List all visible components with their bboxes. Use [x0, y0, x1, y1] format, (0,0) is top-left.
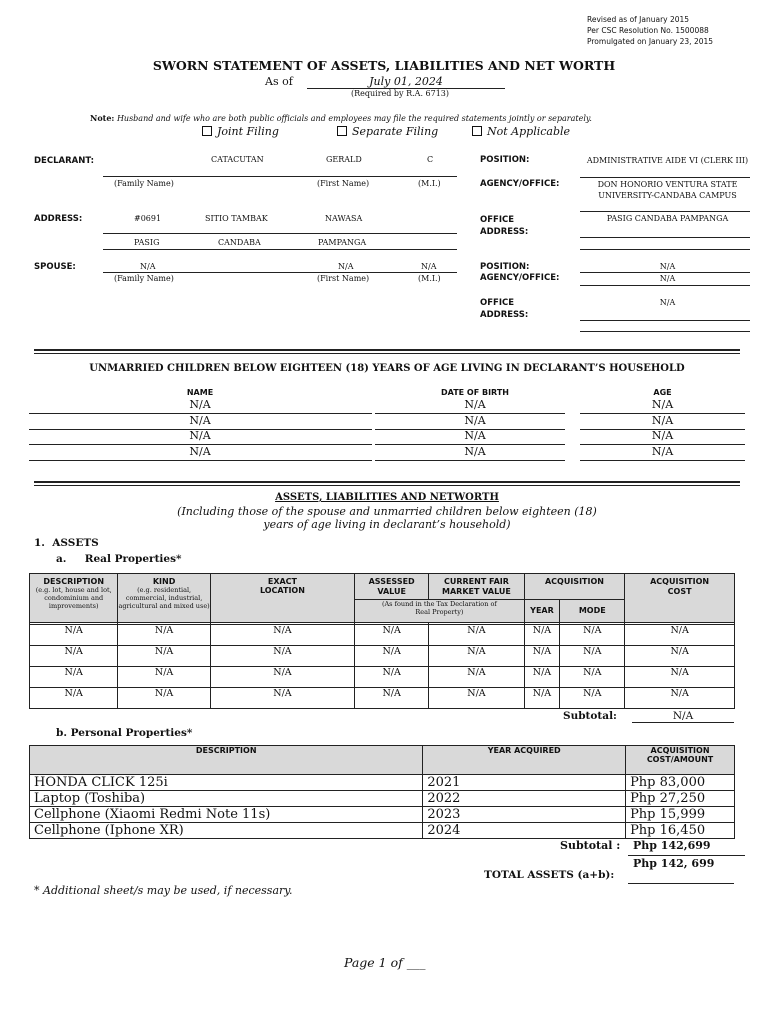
- children-heading: UNMARRIED CHILDREN BELOW EIGHTEEN (18) YEARS OF AGE LIVING IN DECLARANT’S HOUSEHOLD: [89, 363, 685, 374]
- children-col-age: AGE: [653, 388, 672, 397]
- col-fair: CURRENT FAIR MARKET VALUE: [429, 574, 524, 600]
- table-cell: N/A: [625, 667, 735, 688]
- revision-line: Promulgated on January 23, 2015: [587, 37, 714, 46]
- table-cell: Php 83,000: [626, 775, 735, 791]
- table-cell: N/A: [355, 688, 429, 709]
- address-label: ADDRESS:: [34, 214, 83, 224]
- child-row-line: [375, 460, 565, 461]
- table-cell: N/A: [118, 667, 210, 688]
- first-name-caption: (First Name): [317, 179, 370, 188]
- note-text: Husband and wife who are both public officials and employees may file the required statements jointly or separately.: [116, 114, 592, 123]
- table-cell: N/A: [429, 688, 524, 709]
- spouse-family-name: N/A: [140, 262, 156, 271]
- table-cell: Php 16,450: [626, 823, 735, 839]
- col-mode: MODE: [560, 600, 625, 623]
- note-label: Note:: [90, 113, 115, 123]
- col-description: DESCRIPTION (e.g. lot, house and lot, condominium and improvements): [30, 574, 118, 623]
- personal-properties-label: b. Personal Properties*: [56, 727, 193, 739]
- table-cell: N/A: [429, 625, 524, 646]
- pp-col-cost: ACQUISITION COST/AMOUNT: [626, 746, 735, 775]
- address-area: NAWASA: [325, 214, 363, 223]
- table-cell: Laptop (Toshiba): [30, 791, 423, 807]
- table-row: [30, 646, 735, 667]
- table-cell: HONDA CLICK 125i: [30, 775, 423, 791]
- table-cell: N/A: [210, 646, 354, 667]
- child-cell: N/A: [464, 429, 486, 442]
- table-cell: N/A: [355, 646, 429, 667]
- table-cell: 2023: [423, 807, 626, 823]
- child-row-line: [29, 460, 372, 461]
- assets-heading: ASSETS, LIABILITIES AND NETWORTH: [275, 492, 499, 503]
- table-cell: N/A: [625, 688, 735, 709]
- as-of-date: July 01, 2024: [307, 75, 505, 89]
- spouse-family-caption: (Family Name): [114, 274, 174, 283]
- col-location: EXACT LOCATION: [210, 574, 354, 623]
- child-cell: N/A: [464, 413, 486, 427]
- required-by: (Required by R.A. 6713): [350, 89, 450, 98]
- revision-line: Per CSC Resolution No. 1500088: [587, 26, 709, 35]
- address-town: CANDABA: [218, 238, 261, 247]
- child-cell: N/A: [464, 444, 486, 458]
- spouse-first-caption: (First Name): [317, 274, 370, 283]
- table-cell: N/A: [560, 646, 625, 667]
- table-cell: N/A: [118, 625, 210, 646]
- revision-note: [587, 14, 713, 47]
- table-cell: N/A: [210, 667, 354, 688]
- total-assets-value: Php 142, 699: [633, 857, 715, 870]
- table-cell: N/A: [625, 646, 735, 667]
- child-cell: N/A: [464, 398, 486, 411]
- table-cell: Cellphone (Xiaomi Redmi Note 11s): [30, 807, 423, 823]
- col-acquisition: ACQUISITION: [524, 574, 625, 600]
- assets-sub-1: (Including those of the spouse and unmarried children below eighteen (18): [177, 505, 597, 518]
- declarant-family-name: CATACUTAN: [211, 155, 264, 164]
- table-cell: N/A: [30, 667, 118, 688]
- real-properties-table: [29, 573, 735, 709]
- declarant-label: DECLARANT:: [34, 156, 95, 166]
- table-cell: N/A: [560, 667, 625, 688]
- table-cell: N/A: [429, 667, 524, 688]
- office-address-value: PASIG CANDABA PAMPANGA: [606, 214, 729, 223]
- table-cell: N/A: [524, 646, 560, 667]
- table-row: [30, 775, 735, 791]
- spouse-office-address-value: N/A: [659, 298, 676, 307]
- declarant-first-name: GERALD: [326, 155, 362, 164]
- position-value: ADMINISTRATIVE AIDE VI (CLERK III): [586, 156, 749, 165]
- real-subtotal-label: Subtotal:: [563, 710, 617, 722]
- table-cell: N/A: [118, 688, 210, 709]
- revision-line: Revised as of January 2015: [587, 15, 690, 24]
- agency-value: DON HONORIO VENTURA STATE UNIVERSITY-CANDABA CAMPUS: [597, 180, 738, 200]
- table-row: [30, 625, 735, 646]
- table-cell: N/A: [210, 625, 354, 646]
- spouse-position-label: POSITION:: [480, 262, 530, 272]
- joint-filing-option[interactable]: Joint Filing: [202, 125, 279, 138]
- table-cell: 2022: [423, 791, 626, 807]
- spouse-office-address-label: OFFICE ADDRESS:: [480, 298, 529, 320]
- address-number: #0691: [134, 214, 162, 223]
- col-year: YEAR: [524, 600, 560, 623]
- assets-sub-2: years of age living in declarant’s household): [263, 518, 511, 531]
- children-col-name: NAME: [186, 388, 214, 397]
- child-cell: N/A: [189, 444, 211, 458]
- col-value-note: (As found in the Tax Declaration of Real Property): [355, 600, 525, 623]
- mi-caption: (M.I.): [418, 179, 441, 188]
- spouse-mi-caption: (M.I.): [418, 274, 441, 283]
- real-subtotal-value: N/A: [632, 710, 734, 723]
- child-cell: N/A: [651, 444, 674, 458]
- table-cell: N/A: [524, 667, 560, 688]
- position-label: POSITION:: [480, 155, 530, 165]
- table-cell: Cellphone (Iphone XR): [30, 823, 423, 839]
- table-cell: N/A: [524, 688, 560, 709]
- personal-subtotal-label: Subtotal :: [560, 839, 621, 852]
- table-cell: N/A: [355, 667, 429, 688]
- table-cell: N/A: [30, 625, 118, 646]
- personal-properties-table: [29, 745, 735, 839]
- checkbox-icon[interactable]: [202, 126, 212, 136]
- not-applicable-option[interactable]: Not Applicable: [472, 125, 570, 138]
- declarant-mi: C: [427, 155, 434, 164]
- table-cell: Php 15,999: [626, 807, 735, 823]
- table-cell: N/A: [30, 688, 118, 709]
- office-address-label: OFFICE ADDRESS:: [480, 215, 529, 237]
- total-assets-label: TOTAL ASSETS (a+b):: [484, 869, 615, 881]
- col-kind: KIND (e.g. residential, commercial, industrial, agricultural and mixed use): [118, 574, 210, 623]
- child-cell: N/A: [651, 398, 674, 411]
- personal-subtotal-value: Php 142,699: [633, 839, 711, 852]
- spouse-first-name: N/A: [338, 262, 354, 271]
- table-cell: 2021: [423, 775, 626, 791]
- address-province: PAMPANGA: [318, 238, 367, 247]
- table-row: [30, 667, 735, 688]
- footnote: * Additional sheet/s may be used, if necessary.: [34, 884, 293, 897]
- as-of-label: As of: [265, 75, 293, 88]
- table-cell: N/A: [625, 625, 735, 646]
- table-cell: N/A: [560, 688, 625, 709]
- table-cell: Php 27,250: [626, 791, 735, 807]
- page-number: Page 1 of ___: [344, 955, 426, 970]
- table-row: [30, 688, 735, 709]
- table-cell: N/A: [524, 625, 560, 646]
- children-col-dob: DATE OF BIRTH: [441, 388, 509, 397]
- spouse-agency-label: AGENCY/OFFICE:: [480, 273, 560, 283]
- child-cell: N/A: [189, 413, 211, 427]
- table-row: [30, 791, 735, 807]
- pp-col-year: YEAR ACQUIRED: [423, 746, 626, 775]
- table-row: [30, 807, 735, 823]
- table-cell: N/A: [355, 625, 429, 646]
- table-cell: N/A: [560, 625, 625, 646]
- col-cost: ACQUISITION COST: [625, 574, 735, 623]
- table-cell: N/A: [429, 646, 524, 667]
- table-cell: N/A: [30, 646, 118, 667]
- child-cell: N/A: [651, 429, 674, 442]
- separate-filing-option[interactable]: Separate Filing: [337, 125, 438, 138]
- agency-label: AGENCY/OFFICE:: [480, 179, 560, 189]
- spouse-label: SPOUSE:: [34, 262, 76, 272]
- spouse-agency-value: N/A: [659, 274, 676, 283]
- child-cell: N/A: [651, 413, 674, 427]
- spouse-position-value: N/A: [659, 262, 676, 271]
- address-street: SITIO TAMBAK: [205, 214, 268, 223]
- address-barangay: PASIG: [134, 238, 160, 247]
- child-row-line: [580, 460, 745, 461]
- col-assessed: ASSESSED VALUE: [355, 574, 429, 600]
- child-cell: N/A: [189, 429, 211, 442]
- family-name-caption: (Family Name): [114, 179, 174, 188]
- checkbox-icon[interactable]: [337, 126, 347, 136]
- spouse-mi: N/A: [421, 262, 437, 271]
- table-cell: N/A: [210, 688, 354, 709]
- child-cell: N/A: [189, 398, 211, 411]
- pp-col-description: DESCRIPTION: [30, 746, 423, 775]
- real-properties-label: a. Real Properties*: [56, 553, 182, 565]
- assets-label: 1. ASSETS: [34, 537, 99, 549]
- table-row: [30, 823, 735, 839]
- checkbox-icon[interactable]: [472, 126, 482, 136]
- note: [90, 113, 592, 123]
- table-cell: N/A: [118, 646, 210, 667]
- table-cell: 2024: [423, 823, 626, 839]
- page-title: SWORN STATEMENT OF ASSETS, LIABILITIES AND NET WORTH: [152, 58, 616, 73]
